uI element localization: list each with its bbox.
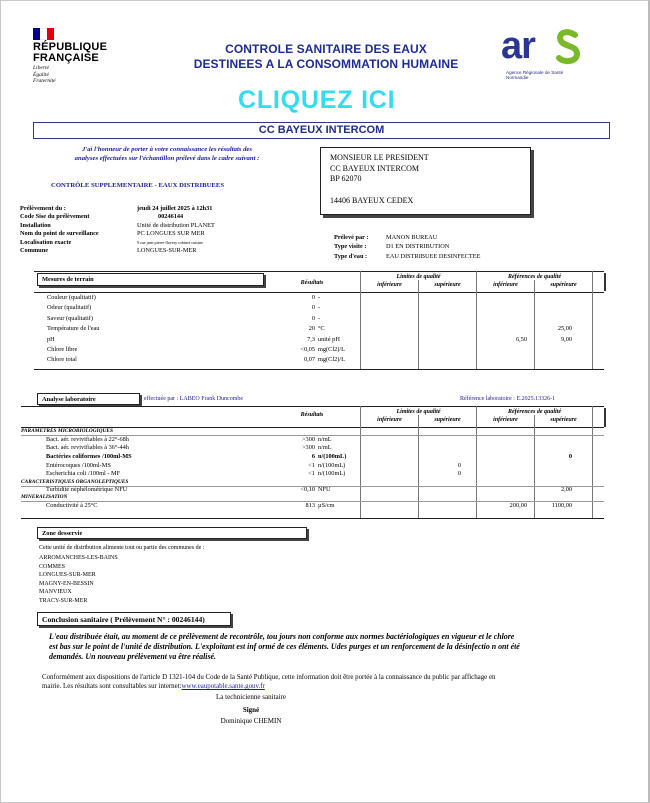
- title-line-2: DESTINEES A LA CONSOMMATION HUMAINE: [193, 57, 459, 71]
- footer-notice: [42, 673, 622, 691]
- labo-ref-inf: 200,00: [509, 501, 527, 509]
- labo-lim-inf-header: inférieure: [377, 417, 402, 423]
- communes-list: [39, 554, 118, 606]
- terrain-unit: -: [318, 304, 321, 312]
- title-line-1: CONTROLE SANITAIRE DES EAUX: [225, 42, 427, 56]
- labo-unit: n/(100mL): [318, 461, 346, 469]
- rf-title-line1: RÉPUBLIQUE: [33, 41, 108, 53]
- labo-lim-sup: 0: [457, 470, 461, 478]
- labo-unit: n/(100mL): [318, 470, 346, 478]
- labo-row: [21, 452, 604, 461]
- terrain-row: [37, 314, 607, 323]
- terrain-param-name: pH: [47, 335, 55, 343]
- ars-logo-icon: [501, 25, 591, 65]
- conclusion-line-1: L'eau distribuée était, au moment de ce prélèvement de recontrôle, tou jours non conforme aux normes bactériologiques en vigueur et le chlore: [49, 632, 515, 641]
- terrain-value: 0: [311, 304, 315, 312]
- terrain-ref-inf: 6,50: [515, 335, 527, 343]
- commune-item: ARROMANCHES-LES-BAINS: [39, 555, 118, 561]
- labo-value: >300: [302, 444, 315, 452]
- labo-ref-sup: 2,00: [560, 486, 572, 493]
- sample-info-right: [334, 233, 604, 261]
- terrain-title: Mesures de terrain: [42, 276, 94, 283]
- footer-signatory: Dominique CHEMIN: [220, 717, 282, 725]
- labo-row: [21, 443, 604, 452]
- labo-ref-sup: 0: [568, 452, 572, 460]
- terrain-value: 7,3: [307, 335, 315, 343]
- terrain-value: <0,05: [300, 346, 315, 353]
- labo-lim-sup: 0: [457, 461, 461, 469]
- intro-text: [31, 146, 303, 163]
- terrain-limites-header: Limites de qualité: [396, 274, 441, 280]
- location-value: 9 rue jean pierre flavery robinet cuisine: [137, 239, 204, 245]
- terrain-ref-sup: 9,00: [560, 335, 572, 343]
- ars-subtitle-line1: Agence Régionale de Santé: [506, 70, 564, 75]
- labo-resultats-header: Résultats: [300, 412, 324, 418]
- terrain-unit: °C: [318, 325, 325, 333]
- labo-reference: Référence laboratoire : E.2025.13326-1: [460, 396, 556, 402]
- rf-motto-2: Égalité: [33, 71, 49, 78]
- terrain-row: [37, 293, 607, 302]
- terrain-value: 0: [311, 314, 315, 322]
- address-line-4: 14406 BAYEUX CEDEX: [330, 195, 414, 205]
- labo-title: Analyse laboratoire: [42, 396, 96, 403]
- terrain-lim-inf-header: inférieure: [377, 282, 402, 288]
- ars-logo: [501, 25, 591, 81]
- labo-param-name: Conductivité à 25°C: [46, 501, 98, 509]
- terrain-value: 0,07: [303, 356, 315, 364]
- footer-signe: Signé: [242, 706, 260, 714]
- zone-title: Zone desservie: [42, 530, 83, 537]
- republique-francaise-logo: [33, 28, 107, 85]
- sample-code-label: Code Sise du prélèvement: [20, 213, 90, 221]
- terrain-ref-sup: 25,00: [557, 325, 572, 333]
- labo-value: >300: [302, 435, 315, 443]
- surveillance-point-value: PC LONGUES SUR MER: [137, 230, 205, 238]
- commune-item: MANVIEUX: [39, 589, 72, 596]
- labo-param-name: Entérocoques /100ml-MS: [46, 461, 111, 469]
- terrain-param-name: Couleur (qualitatif): [47, 294, 96, 301]
- terrain-ref-sup-header: supérieure: [550, 282, 577, 288]
- type-visite-value: D1 EN DISTRIBUTION: [386, 243, 450, 251]
- terrain-unit: -: [318, 314, 321, 322]
- type-eau-label: Type d'eau :: [334, 252, 368, 260]
- terrain-param-name: Odeur (qualitatif): [47, 304, 92, 312]
- labo-param-name: Bactéries coliformes /100ml-MS: [46, 452, 132, 460]
- labo-group-header: PARAMETRES MICROBIOLOGIQUES: [21, 428, 114, 434]
- labo-row: [21, 485, 604, 494]
- document-title: [161, 42, 491, 72]
- terrain-value: 20: [308, 325, 315, 333]
- labo-value: 6: [311, 452, 315, 460]
- labo-param-name: Turbidité néphélométrique NFU: [46, 486, 128, 493]
- address-line-3: BP 62070: [330, 174, 362, 183]
- control-context: CONTRÔLE SUPPLEMENTAIRE - EAUX DISTRIBUEES: [51, 182, 225, 189]
- labo-row: [21, 435, 604, 444]
- terrain-title-box: [37, 273, 264, 286]
- terrain-param-name: Température de l'eau: [47, 325, 100, 333]
- terrain-row: [37, 303, 607, 312]
- terrain-unit: mg(Cl2)/L: [318, 346, 345, 353]
- labo-row: [21, 461, 604, 470]
- footer-line-2: mairie. Les résultats sont consultables sur internet:: [42, 683, 182, 690]
- rf-motto-3: Fraternité: [33, 78, 56, 84]
- ars-subtitle-line2: Normandie: [506, 75, 529, 81]
- terrain-unit: unité pH: [318, 335, 340, 343]
- terrain-param-name: Chlore total: [47, 356, 77, 364]
- labo-unit: NFU: [318, 486, 331, 493]
- labo-row: [21, 501, 604, 510]
- address-line-2: CC BAYEUX INTERCOM: [330, 163, 420, 173]
- labo-references-header: Références de qualité: [508, 409, 561, 415]
- type-eau-value: EAU DISTRIBUEE DESINFECTEE: [386, 252, 481, 260]
- labo-row: [21, 469, 604, 478]
- svg-text:ar: ar: [501, 25, 535, 65]
- labo-ref-sup-header: supérieure: [550, 417, 577, 423]
- cliquez-ici-link[interactable]: CLIQUEZ ICI: [238, 86, 396, 114]
- sample-date-label: Prélèvement du :: [20, 205, 66, 212]
- labo-title-box: [37, 393, 140, 405]
- terrain-references-header: Références de qualité: [508, 274, 561, 280]
- installation-label: Installation: [20, 221, 51, 229]
- footer-role: La technicienne sanitaire: [216, 693, 286, 701]
- unit-name-bar: [33, 122, 610, 139]
- sample-info: [20, 205, 320, 255]
- installation-value: Unité de distribution PLANET: [137, 221, 215, 229]
- conclusion-line-3: demandés. Un nouveau prélèvement va être réalisé.: [49, 652, 216, 662]
- commune-item: LONGUES-SUR-MER: [39, 572, 96, 579]
- labo-group-header: CARACTERISTIQUES ORGANOLEPTIQUES: [21, 478, 129, 485]
- commune-item: COMMES: [39, 563, 66, 570]
- labo-lim-sup-header: supérieure: [434, 417, 461, 423]
- labo-unit: n/mL: [318, 444, 332, 452]
- labo-ref-sup: 1100,00: [551, 501, 572, 509]
- terrain-param-name: Saveur (qualitatif): [47, 314, 93, 322]
- labo-unit: n/mL: [318, 435, 332, 443]
- terrain-row: [37, 345, 607, 354]
- terrain-unit: -: [318, 294, 321, 301]
- labo-unit: µS/cm: [318, 501, 335, 509]
- labo-value: <1: [308, 470, 315, 478]
- preleve-par-label: Prélevé par :: [334, 234, 369, 241]
- labo-param-name: Bact. aér. revivifiables à 22°-68h: [46, 435, 129, 443]
- intro-line-1: J'ai l'honneur de porter à votre connaissance les résultats des: [82, 146, 252, 153]
- commune-value: LONGUES-SUR-MER: [137, 246, 197, 254]
- rf-title-line2: FRANÇAISE: [33, 52, 99, 64]
- labo-effectue-par: effectuée par : LABEO Frank Duncombe: [144, 396, 244, 402]
- rf-motto-1: Liberté: [33, 65, 49, 71]
- labo-value: <1: [308, 461, 315, 469]
- terrain-ref-inf-header: inférieure: [493, 282, 518, 288]
- terrain-resultats-header: Résultats: [300, 280, 324, 286]
- labo-unit: n/(100mL): [318, 452, 347, 460]
- commune-label: Commune: [20, 246, 48, 254]
- type-visite-label: Type visite :: [334, 243, 367, 251]
- terrain-row: [37, 324, 607, 333]
- location-label: Localisation exacte: [20, 238, 72, 246]
- commune-item: TRACY-SUR-MER: [39, 597, 88, 604]
- recipient-address-box: [320, 147, 531, 215]
- conclusion-title-box: [37, 612, 231, 626]
- sample-code-value: 00246144: [158, 213, 184, 221]
- marianne-flag-icon: [33, 28, 54, 40]
- terrain-unit: mg(Cl2)/L: [318, 356, 345, 364]
- terrain-value: 0: [311, 294, 315, 301]
- sample-date-value: jeudi 24 juillet 2025 à 12h31: [137, 205, 213, 212]
- labo-value: <0,10: [300, 486, 315, 493]
- intro-line-2: analyses effectuées sur l'échantillon prélevé dans le cadre suivant :: [74, 154, 260, 162]
- terrain-row: [37, 355, 607, 364]
- terrain-row: [37, 335, 607, 344]
- labo-ref-inf-header: inférieure: [493, 417, 518, 423]
- terrain-lim-sup-header: supérieure: [434, 282, 461, 288]
- surveillance-point-label: Nom du point de surveillance: [20, 230, 99, 238]
- labo-group-header: MINERALISATION: [21, 494, 68, 501]
- address-line-1: MONSIEUR LE PRESIDENT: [330, 153, 429, 162]
- labo-value: 813: [305, 501, 315, 509]
- labo-limites-header: Limites de qualité: [396, 409, 441, 415]
- labo-param-name: Escherichia coli /100ml - MF: [46, 470, 121, 478]
- zone-title-box: [37, 527, 307, 539]
- labo-param-name: Bact. aér. revivifiables à 36°-44h: [46, 444, 129, 452]
- preleve-par-value: MANON BUREAU: [386, 234, 438, 241]
- conclusion-text: [49, 632, 629, 663]
- eaupotable-link[interactable]: www.eaupotable.sante.gouv.fr: [181, 683, 265, 690]
- terrain-param-name: Chlore libre: [47, 346, 78, 353]
- unit-name: CC BAYEUX INTERCOM: [258, 124, 385, 136]
- commune-item: MAGNY-EN-BESSIN: [39, 580, 94, 587]
- conclusion-line-2: est bas sur le point de l'unité de distribution. L'exploitant est inf ormé de ces éléments. Udes purges et un renforcement de la désinfectio n ont été: [49, 642, 520, 652]
- conclusion-title: Conclusion sanitaire ( Prélèvement N° : 00246144): [42, 615, 205, 624]
- footer-line-1: Conformément aux dispositions de l'article D 1321-104 du Code de la Santé Publique, cette information doit être portée à la connaissance du public par affichage en: [42, 674, 496, 681]
- zone-intro: Cette unité de distribution alimente tout ou partie des communes de :: [39, 545, 205, 551]
